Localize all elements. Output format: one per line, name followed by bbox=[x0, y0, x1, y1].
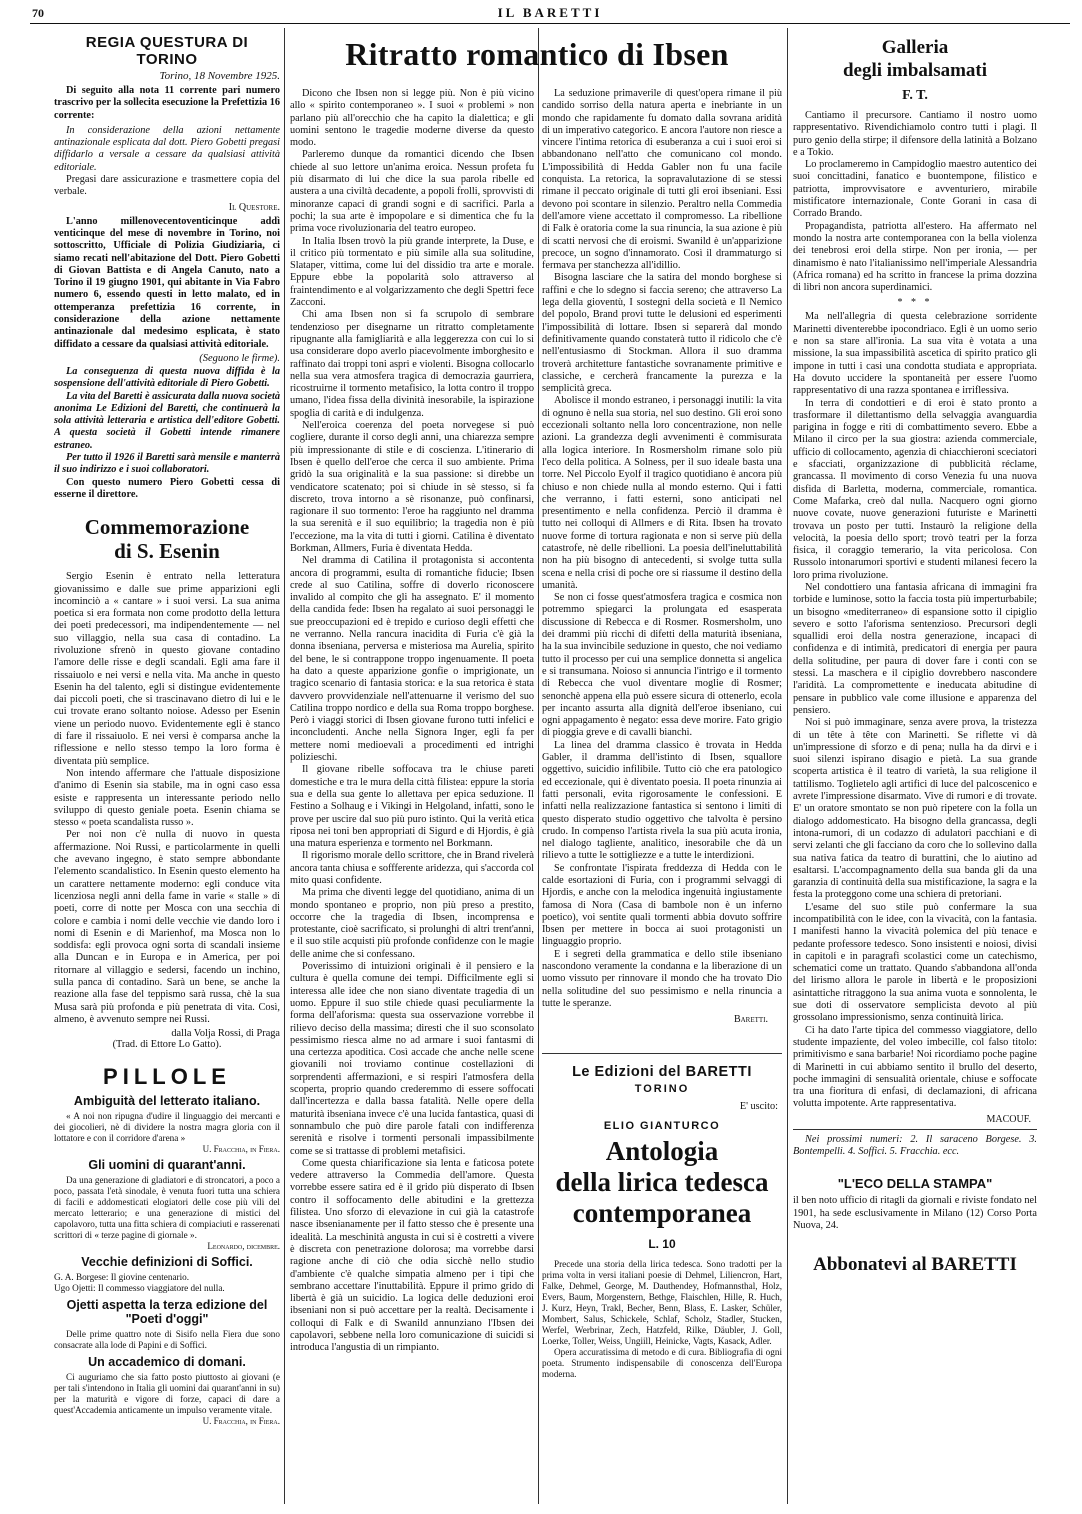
esenin-title bbox=[54, 515, 280, 563]
pillole-subtitle: Vecchie definizioni di Soffici. bbox=[81, 1255, 253, 1270]
questura-para: L'anno millenovecentoventicinque addì venticinque del mese di novembre in Torino, noi sottoscritto, Ufficiale di Polizia Giudiziaria, ci siamo recati nell'abitazione del Dott. Piero Gobetti di Giovan Battista e di Angela Canuto, nato a Torino il 19 giugno 1901, qui abitante in Via Fabro numero 6, essendo questi in letto malato, ed in ottemperanza prefettizia 16 corrente, in considerazione della azione nettamente antinazionale dal medesimo esplicata, è stato diffidato a cessare da qualsiasi attività editoriale. bbox=[54, 215, 280, 350]
edizioni-city: TORINO bbox=[634, 1083, 690, 1096]
book-author: ELIO GIANTURCO bbox=[603, 1120, 721, 1133]
article-paragraph: Chi ama Ibsen non si fa scrupolo di sembrare tendenzioso per disegnarne un ritratto completamente ripugnante alla famigliarità e alla leggerezza con cui lo si usa considerare dopo averlo piacevolmente imborghesito e raffinato dai troppi toni aspri e violenti. Bisogna collocarlo nella sua vera atmosfera tragica di democrazia gaurriera, ricostruirne il tormento metafisico, la lotta contro il troppo umano, l'idea fissa della divinità inesorabile, la ispirazione spoglia di carità e di indulgenza. bbox=[290, 309, 534, 419]
galleria-title-line: Galleria bbox=[881, 37, 949, 58]
paper-name: IL BARETTI bbox=[497, 5, 603, 20]
article-paragraph: Nell'eroica coerenza del poeta norvegese si può cogliere, durante il corso degli anni, una chiarezza sempre più impressionante di stile e di coscienza. L'itinerario di Ibsen è quello dell'eroe che cerca il suo ambiente. Prima gridò la sua originalità e la sua passione: si direbbe un vendicatore scatenato; poi si chiude in sè stesso, si fa discreto, trova intorno a sè risonanze, può confinarsi, ragionare il suo tormento: l'eroe ha raggiunto nel dramma la sua serenità e il suo equilibrio; la tragedia non è più l'eccezione, ma la vita di tutti i giorni. Catilina è diventato Borkman, Allmers, Furia è diventata Hedda. bbox=[290, 420, 534, 554]
questura-para: Pregasi dare assicurazione e trasmettere copia del verbale. bbox=[54, 174, 280, 198]
esenin-title-line: di S. Esenin bbox=[114, 539, 220, 564]
esenin-credit: dalla Volja Rossi, di Praga bbox=[171, 1028, 280, 1040]
right-column bbox=[793, 36, 1037, 1508]
pillole-text: Ci auguriamo che sia fatto posto piuttosto ai giovani (e per tali s'intendono in Italia gli uomini dai quarant'anni in su) per la maturità e vigore di forze, capaci di dare a quest'Accademia anticamente un impulso veramente vitale. bbox=[54, 1372, 280, 1416]
questura-para: Per tutto il 1926 il Baretti sarà mensile e manterrà il suo indirizzo e i suoi collaboratori. bbox=[54, 452, 280, 476]
esenin-para: Sergio Esenin è entrato nella letteratura giovanissimo e dalle sue prime apparizioni egli incominciò a « cantare » i suoi versi. La sua anima poetica si era formata non come prodotto della lettura dei poeti predecessori, ma indipendentemente — nel suo villaggio, nella sua casa di contadino. La rivoluzione sfrenò in questo giovane contadino l'amore delle risse e degli scandali. Egli ama fare il rissaiuolo e nei versi e nella vita. Ma anche in questo Esenin ha del talento, egli si distingue evidentemente dai piccoli poeti, che si trascinavano dietro di lui e le cui trovate erano soltanto noiose. Adesso per Esenin viene un periodo nuovo. Evidentemente egli è stanco di fare il rissaiuolo. E nei versi è comparsa anche la riflessione e nello stesso tempo la loro forma è diventata più semplice. bbox=[54, 571, 280, 767]
column-rule bbox=[284, 28, 285, 1504]
galleria-title bbox=[793, 36, 1037, 82]
esenin-title-line: Commemorazione bbox=[84, 515, 250, 540]
pillole-signature: Leonardo, dicembre. bbox=[207, 1241, 280, 1252]
questura-title: REGIA QUESTURA DI TORINO bbox=[85, 34, 249, 68]
questura-para: In considerazione della azioni nettamente antinazionale esplicata dal dott. Piero Gobetti pregasi diffidarlo a versale a cessare da qualsiasi attività editoriale. bbox=[54, 124, 280, 173]
article-paragraph: L'esame del suo stile può confermare la sua incompatibilità con le idee, con la vivacità, con la fantasia. I manifesti hanno la vivacità polemica del più tenace e pedante professore tedesco. Sono insistenti e noiosi, divisi in capitoli e in paragrafi scolastici come un catechismo, schematici come un trattato. Quando s'abbandona all'onda del lirismo allora le parole in libertà e le proposizioni asintattiche ritraggono la sua anima vuota e sonnolenta, le sue doti di osservatore semplicista devoto al più grossolano impressionismo, senza continuità lirica. bbox=[793, 901, 1037, 1024]
book-description: Opera accuratissima di metodo e di cura. Bibliografia di ogni poeta. Strumento indispensabile di conoscenza dell'Europa moderna. bbox=[542, 1347, 782, 1380]
book-title-line: della lirica tedesca bbox=[555, 1167, 769, 1198]
book-title bbox=[542, 1136, 782, 1229]
book-title-line: Antologia bbox=[605, 1136, 719, 1167]
article-paragraph: Noi si può immaginare, senza avere prova, la tristezza di un tête à tête con Marinetti. Se riflette vi dà un'impressione di sforzo e di pena; nulla ha da dirvi e i suoi silenzi ispirano disagio e pietà. La sua grande scoperta artistica è il teatro di varietà, la sua religione il tattilismo. Toglietelo agli artifici di luce del palcoscenico e avrete l'impressione disarmato. Vive di rumori e di trovate. E' un oratore smontato se non può ripetere con la folla un dialogo addomesticato. Ha bisogno della grancassa, degli intona-rumori, di un codazzo di adulatori pacchiani e di servi zelanti che gli facciano da coro che lo sollevino dalla sua nativa fatica da teatro di burattini, che lo aiutino ad esaltarsi. L'accompagnamento della sua banda gli da una garanzia di continuità della sua mistificazione, la sagra e la festa la proteggono come una schiera di pretoriani. bbox=[793, 717, 1037, 901]
book-title-line: contemporanea bbox=[572, 1198, 752, 1229]
pillole-text: Delle prime quattro note di Sisifo nella Fiera due sono consacrate alla lode di Papini e di Soffici. bbox=[54, 1329, 280, 1351]
article-paragraph: In Italia Ibsen trovò la più grande interprete, la Duse, e il critico più tormentato e più simile alla sua solitudine, Slataper, vittima, come lui del dissidio tra arte e morale. Eppure ebbe la popolarità solo attraverso al fraintendimento e al volgarizzamento che degli Spettri fece Zacconi. bbox=[290, 235, 534, 309]
esenin-para: Per noi non c'è nulla di nuovo in questa affermazione. Noi Russi, e particolarmente in quelli che avevano ingegno, è stato sempre abbondante l'elemento scandalistico. In Esenin questo elemento ha un carattere nettamente moderno: egli conduce vita licenziosa negli anni della fame in varie « stalle » di poeti, corre di notte per Mosca con una secchia di colore e cambia i nomi delle vecchie vie dando loro i nomi di Esenin e di Marienhof, ma Mosca non lo soddisfa: egli provoca ogni sorta di scandali insieme alla Duncan e in Europa e in America, per poi ritornare al villaggio e sedersi, facendo un inchino, sulla panca di contadino. Sarà un bene, se anche la reazione alla fase del teppismo sarà russa, chè la sua Musa sarà più profonda e più penetrata di vita. Così, almeno, è avvenuto sempre nei Russi. bbox=[54, 829, 280, 1025]
galleria-author: F. T. bbox=[902, 88, 928, 103]
pillole-text: « A noi non ripugna d'udire il linguaggio dei mercanti e dei giocolieri, nè di dividere la nostra magra gloria con il lottatore e con il corridore d'arena » bbox=[54, 1111, 280, 1144]
article-paragraph: La seduzione primaverile di quest'opera rimane il più candido sorriso della natura aperta e inebriante in un mondo che rapidamente fu domato dalla sovrana aridità di un imperativo categorico. E ancora l'autore non riesce a vincere l'intima retorica di esuberanza a cui i suoi eroi si abbandonano nell'atto che comunicano col mondo. L'impossibilità di Hedda Gabler non fu una facile conquista. La retorica, la sopravalutazione di se stessi rimane il peccato originale di tutti gli eroi ibseniani. Essi devono poi scontare in silenzio. Peraltro nella Commedia dell'amore viene accettato il compromesso. La ribellione di Falk è oratoria come la sua rinuncia, la sua azione è più di scatti nervosi che di eroismi. Swanild è un'apparizione precoce, un sogno d'innamorato. Così il drammaturgo si fermava per stanchezza all'idillio. bbox=[542, 88, 782, 272]
questura-para: Con questo numero Piero Gobetti cessa di esserne il direttore. bbox=[54, 476, 280, 500]
article-paragraph: In terra di condottieri e di eroi è stato pronto a trasformare il dilettantismo della selvaggia avanguardia parigina in fogge e riti di combattimento severo. Ebbe a Milano il circo per la sua giostra: azienda commerciale, ufficio di collocamento, agenzia di chiacchieroni sceciatori e sfacciati, organizzazione di pubblicità réclame, grancassa. Il movimento di corso Venezia fu una nuova disfida di Barletta, moderna, commerciale, romantica. Come Mafarka, creò dal nulla. Nacquero ogni giorno nuove covate, nuove generazioni futuriste e Marinetti trovava un posto per tutti. Instaurò la religione della velocità, la poesia dello sport; trovò teatri per la forza fisica, il coraggio temerario, la vita pericolosa. Con Russolo intonarumori sportivi e studenti milanesi fecero la loro prima rivoluzione. bbox=[793, 397, 1037, 581]
questura-signature: Il Questore. bbox=[228, 201, 280, 213]
questura-dateline: Torino, 18 Novembre 1925. bbox=[159, 70, 280, 82]
pillole-text: Da una generazione di gladiatori e di stroncatori, a poco a poco, passata l'età sinodale, è venuta fuori tutta una schiera di facili e addomesticati elogiatori delle cose più vili del mercato letterario; e una generazione di mistici del capolavoro, tutta una fitta schiera di compiaciuti e rasserenati scrittori di « terze pagine di giornale ». bbox=[54, 1175, 280, 1241]
ibsen-column-b bbox=[542, 88, 782, 1508]
edizioni-uscito: E' uscito: bbox=[739, 1101, 778, 1113]
page-number: 70 bbox=[32, 6, 44, 20]
book-price: L. 10 bbox=[648, 1237, 676, 1252]
esenin-credit: (Trad. di Ettore Lo Gatto). bbox=[112, 1039, 222, 1051]
article-paragraph: Bisogna lasciare che la satira del mondo borghese si raffini e che lo sdegno si faccia sereno; che attraverso La lega della gioventù, I sostegni della società e Il Nemico del popolo, Brand provi tutte le delusioni ed esperimenti l'impossibilità di lottare. Ibsen si separerà dal mondo definitivamente quando constaterà tutto il ridicolo che c'è nell'entusiasmo di Stockman. Allora il suo dramma troverà architetture fantastiche sovranamente primitive e classiche, e cercherà francamente la purezza e la semplicità greca. bbox=[542, 272, 782, 395]
questura-para: La vita del Baretti è assicurata dalla nuova società anonima Le Edizioni del Baretti, che continuerà la sola attività letteraria e artistica dell'editore Gobetti. A questa società il Gobetti intende rimanere estraneo. bbox=[54, 390, 280, 451]
galleria-title-line: degli imbalsamati bbox=[842, 60, 988, 81]
column-rule bbox=[538, 28, 539, 1504]
article-paragraph: Ci ha dato l'arte tipica del commesso viaggiatore, dello studente impaziente, del voleo imbecille, col falso titolo: primitivismo e sana barbarie! Noi ricordiamo poche pagine di Marinetti in cui abbiamo sentito il brullo del deserto, poche immagini di sensualità orientale, chiuse e soffocate tra una fioritura di enfasi, di declamazioni, di africana volutta impotente. Arte rappresentativa. bbox=[793, 1024, 1037, 1110]
pillole-line: Ugo Ojetti: Il commesso viaggiatore del nulla. bbox=[54, 1283, 225, 1294]
esenin-para: Non intendo affermare che l'attuale disposizione d'animo di Esenin sia stabile, ma in ogni caso essa esiste e rappresenta un interessante periodo nello sviluppo di questo geniale poeta. Esenin chiama se stesso « poeta scandalista russo ». bbox=[54, 767, 280, 829]
eco-text: il ben noto ufficio di ritagli da giornali e riviste fondato nel 1901, ha sede esclusivamente in Milano (12) Corso Porta Nuova, 24. bbox=[793, 1195, 1037, 1231]
pillole-subtitle: Ojetti aspetta la terza edizione del "Poeti d'oggi" bbox=[66, 1298, 268, 1327]
pillole-signature: U. Fracchia, in Fiera. bbox=[202, 1144, 280, 1155]
pillole-signature: U. Fracchia, in Fiera. bbox=[202, 1416, 280, 1427]
questura-para: Di seguito alla nota 11 corrente pari numero trascrivo per la sollecita esecuzione la Prefettizia 16 corrente: bbox=[54, 85, 280, 121]
article-paragraph: Poverissimo di intuizioni originali è il pensiero e la cultura è quella comune dei tempi. Difficilmente egli si interessa alle idee che non siano diventate tragedia di un uomo. Eppure il suo stile chiede quasi peculiarmente la forma dell'aforisma: questa sua osservazione vorrebbe il rilievo deciso della massima; diresti che il suo sconsolato pessimismo riesca alme no ad armare i suoi fantasmi di una certezza apoditica. Così accade che anche nelle scene giovanili noi troviamo continue costellazioni di sorprendenti affermazioni, e si respiri l'atmosfera della scoperta, proprio quando crederemmo di essere soffocati dall'incertezza e dalla bassa fatalità. Nelle opere della maturità ibseniana invece c'è una lucida fantastica, quasi di sonnambulo che può dire parole fatali con indifferenza serenità e risolve i tormenti personali impassibilmente come se si trattasse di problemi metafisici. bbox=[290, 961, 534, 1157]
ibsen-column-a bbox=[290, 88, 534, 1508]
article-paragraph: Nel dramma di Catilina il protagonista si accontenta ancora di programmi, esulta di romantiche fiducie; Ibsen crede al suo Catilina, soffre di doverlo riconoscere invalido al compito che gli ha assegnato. E' il momento della candida fede: Ibsen ha regalato ai suoi personaggi le sue preoccupazioni ed è trepido e curioso degli effetti che ne verranno. Nella rancura inacidita di Furia c'è già la donna ibseniana, perversa e misteriosa ma Aurelia, spirito del bene, le si contrappone troppo ingenuamente. Il poeta ha dato a queste apparizione gonfie o imprigionate, un tragico scenario di fantasia storica: e la sua retorica è stata davvero provvidenziale nell'attenuarne il verismo del suo Catilina troppo nordico e della sua Roma troppo borghese. Però i viaggi storici di Ibsen giovane furono tutti infelici e inconcludenti. Anche nella Signora Inger, egli fa per mettere nomi medioevali a procedimenti ed intrighi polizieschi. bbox=[290, 555, 534, 764]
prossimi-numeri: Nei prossimi numeri: 2. Il saraceno Borgese. 3. Bontempelli. 4. Soffici. 5. Fracchia. ecc. bbox=[793, 1133, 1037, 1158]
column-rule bbox=[787, 28, 788, 1504]
left-column bbox=[54, 34, 280, 1508]
pillole-subtitle: Ambiguità del letterato italiano. bbox=[73, 1094, 261, 1109]
article-paragraph: Parleremo dunque da romantici dicendo che Ibsen chiede al suo lettore un'anima eroica. Nessun profeta fu più disarmato di lui che dice la sua parola ribelle ed austera a una civiltà decadente, a popoli frolli, sprovvisti di minoranze capaci di grandi sogni e di sacrifici. Parla a pochi; la sua arte è impopolare e si dimentica che fu la prima voce rivoluzionaria del teatro europeo. bbox=[290, 149, 534, 235]
article-paragraph: Il giovane ribelle soffocava tra le chiuse pareti domestiche e tra le mura della città filistea: eppure la storia sua e della sua gente lo allettava per epica seduzione. Il Festino a Solhaug e i Vikingi in Helgoland, infatti, sono le prove per uscire dal suo più puro istinto. Qui la verità etica riposa nei toni ben appropriati di Sigurd e di Hjordis, è già una matura esperienza e tormento nel Borkmann. bbox=[290, 764, 534, 850]
abbonatevi: Abbonatevi al BARETTI bbox=[813, 1254, 1017, 1276]
article-paragraph: Cantiamo il precursore. Cantiamo il nostro uomo rappresentativo. Rivendichiamolo contro tutti i plagi. Il puro genio della stirpe; il difensore della latinità a Bolzano e a Tokio. bbox=[793, 110, 1037, 158]
galleria-signature: MACOUF. bbox=[986, 1113, 1031, 1125]
article-paragraph: Lo proclameremo in Campidoglio maestro autentico dei suoi concittadini, fanatico e buontempone, filistico e patriotta, improvvisatore e avventuriero, mirabile mistificatore internazionale, Conte Gorani in casa di Corrado Brando. bbox=[793, 159, 1037, 220]
article-paragraph: Propagandista, patriotta all'estero. Ha affermato nel mondo la nostra arte contemporanea con la bella violenza dei tenebrosi eroi della stirpe. Non per ironia, — per dinamismo è nato l'italianissimo nell'imperiale Alessandria (Africa romana) ed ha scritto in francese la prima dozzina di libri non ancora superdinamici. bbox=[793, 220, 1037, 294]
article-paragraph: Se non ci fosse quest'atmosfera tragica e cosmica non potremmo spiegarci la prolungata ed esasperata discussione di Rebecca e di Rosmer. Rosmersholm, uno dei drammi più ricchi di difetti della maturità ibseniana, ha la sua invincibile seduzione in questo, che noi vediamo tutto il processo per cui una semplice donnetta si angelica e si transumana. Noioso si annuncia l'intrigo e il tormento di Rebecca che vuol diventare moglie di Rosmer; senonchè appena ella può essere sicura di ottenerlo, ecola per incanto assurta alla dignità dell'eroe ibseniano, cui ogni appagamento è negato: essa deve morire. Fato grigio di pioggia greve e di cavalli bianchi. bbox=[542, 592, 782, 739]
article-paragraph: Se confrontate l'ispirata freddezza di Hedda con le calde esortazioni di Furia, con i programmi selvaggi di Hjordis, e anche con la melodica ingenuità ingiustamente famosa di Nora (Casa di bambole non è un inferno poetico), voi sentite quali tormenti abbia dovuto soffrire Ibsen per mettere in bocca ai suoi protagonisti un linguaggio proprio. bbox=[542, 862, 782, 948]
article-paragraph: Il rigorismo morale dello scrittore, che in Brand rivelerà ancora tanta chiusa e soffferente aridezza, qui s'accorda col mito quasi confidente. bbox=[290, 850, 534, 886]
article-paragraph: Ma prima che diventi legge del quotidiano, anima di un mondo spontaneo e proprio, non più preso a prestito, occorre che la tragedia di Ibsen, incomprensa e protestante, cioè sacrificato, si prolunghi di altri trent'anni, e il suo stile acquisti più profonde confidenze con le magie delle anime che si confessano. bbox=[290, 887, 534, 960]
eco-title: "L'ECO DELLA STAMPA" bbox=[837, 1176, 993, 1192]
pillole-line: G. A. Borgese: Il giovine centenario. bbox=[54, 1272, 190, 1283]
article-paragraph: E i segreti della grammatica e dello stile ibseniano nascondono veramente la condanna e la liberazione di un uomo vissuto per rinnovare il mondo che ha trovato Dio nella solitudine del suo pessimismo e nella rinuncia a tutte le speranze. bbox=[542, 948, 782, 1009]
article-paragraph: Abolisce il mondo estraneo, i personaggi inutili: la vita di ognuno è nella sua storia, nel suo destino. Gli eroi sono eccezionali soltanto nella loro concentrazione, non nelle azioni. La grandezza degli avvenimenti è commisurata alla logica interiore. In Rosmersholm rimane solo più l'eco della politica. A Solness, per il suo ideale basta una torre. Nel Piccolo Eyolf il tragico quotidiano è ancora più chiuso e non chiede nulla al mondo esterno. Qui i fatti che verranno, i fatti esterni, sono anticipati nel presentimento e nella confidenza. Perciò il dramma è tutto nei colloqui di Allmers e di Rita. Ibsen ha trovato nuove forme di tortura ragionata e non si serve più della catastrofe, nè delle ribellioni. La poesia dell'ineluttabilità non ha più bisogno di antecedenti, si svolge tutta sulla scena e nella crisi di poche ore si riassume il destino della umanità. bbox=[542, 395, 782, 591]
article-paragraph: Ma nell'allegria di questa celebrazione sorridente Marinetti diventerebbe ipocondriaco. Egli è un uomo serio e non sa stare all'ironia. La sua vita è votata a una missione, la sua impassibilità ascetica di spirito pratico gli impone in tutti i casi una condotta studiata e appropriata. Ha dovuto uccidere la spontaneità per essere l'uomo rappresentativo di una razza spontanea e irriflessiva. bbox=[793, 311, 1037, 397]
article-paragraph: Nel condottiero una fantasia africana di immagini fra torbide e luminose, sotto la faccia tosta più imperturbabile; un bisogno «mediterraneo» di espansione sotto il cipiglio severo e sotto l'aforisma sentenzioso. Precursori degli squallidi eroi della nostra generazione, incapaci di confidenza e di intimità, predicatori di energia per paura della solitudine, per paura di dover fare i conti con se stessi. La maschera e il cipiglio dovrebbero nascondere l'aridità. La compromettente e ineducata abitudine di pensare in pubblico vale come illusione e apparenza del pensiero. bbox=[793, 581, 1037, 716]
ibsen-signature: Baretti. bbox=[733, 1014, 768, 1026]
article-paragraph: La linea del dramma classico è trovata in Hedda Gabler, il dramma dell'istinto di Ibsen, squallore oggettivo, suicidio infilibile. Tutto ciò che era patologico ed eccezionale, qui è diventato poesia. Il poeta rinunzia ai fatti personali, evita rigorosamente le confessioni. E infatti nella realizzazione fantastica si sentono i limiti di questo disperato studio oggettivo che talvolta è persino crudo. In compenso l'artista rivela la sua più acuta ironia, nel dialogo tagliente, analitico, inesorabile che dà un rilievo a tutte le sottigliezze e a tutte le interdizioni. bbox=[542, 739, 782, 862]
stars-divider: * * * bbox=[897, 297, 933, 309]
pillole-subtitle: Gli uomini di quarant'anni. bbox=[88, 1158, 246, 1173]
masthead bbox=[30, 4, 1070, 24]
article-paragraph: Dicono che Ibsen non si legge più. Non è più vicino allo « spirito contemporaneo ». I suoi « problemi » non parlano più all'orecchio che ha capito la dialettica; e gli uomini sentono le tragedie moderne diverse da questo modo. bbox=[290, 88, 534, 149]
ibsen-headline-box bbox=[290, 36, 784, 82]
questura-para: La conseguenza di questa nuova diffida è la sospensione dell'attività editoriale di Piero Gobetti. bbox=[54, 365, 280, 390]
pillole-subtitle: Un accademico di domani. bbox=[88, 1355, 246, 1370]
book-description: Precede una storia della lirica tedesca. Sono tradotti per la prima volta in versi italiani poesie di Dehmel, Liliencron, Hart, Falke, Dehmel, George, M. Dauthendey, Hofmannsthal, Holz, Evers, Baum, Morgenstern, Bethge, Flaischlen, Hille, R. Huch, J. Kurz, Heyn, Trakl, Becher, Benn, Blass, E. Lasker, Schüler, Mombert, Salus, Schickele, Schlaf, Scholz, Stadler, Stucken, Werfel, Werbrinar, Zech, Hatzfeld, Rilke, Däubler, J. Goll, Loerke, Toller, Weiss, Ungiill, Heinicke, Vagts, Kasack, Adler. bbox=[542, 1259, 782, 1347]
ibsen-title: Ritratto romantico di Ibsen bbox=[345, 36, 729, 72]
pillole-title: PILLOLE bbox=[103, 1064, 231, 1090]
edizioni-heading: Le Edizioni del BARETTI bbox=[572, 1064, 752, 1081]
article-paragraph: Come questa chiarificazione sia lenta e faticosa potete vedere attraverso la Commedia dell'amore. Questa vorrebbe essere satira ed è il grido più disperato di Ibsen contro il soffocamento delle abitudini e la grettezza filistea. Uno sforzo di elevazione in cui già la catastrofe nasce ibsenianamente per il fatto stesso che è presente una idealità. La meschinità angusta in cui si è costretti a vivere è discreta con penetrazione dolorosa; ma vorrebbe darsi ragione anche di ciò che odia sicchè nello studio d'ambiente c'è qualche simpatia almeno per i tipi che sembrano accettare l'inuttabilità. Eppure il primo grido di libertà è già un suicidio. La logica delle deduzioni eroi ibseniani non si può accettare per la realtà. Decisamente i colloqui di Falk e di Swanild annunziano l'Ibsen dei capolavori, sebbene nella loro comunicazione di suicidi si introduca l'angustia di un rimpianto. bbox=[290, 1157, 534, 1354]
questura-firme: (Seguono le firme). bbox=[199, 352, 280, 364]
